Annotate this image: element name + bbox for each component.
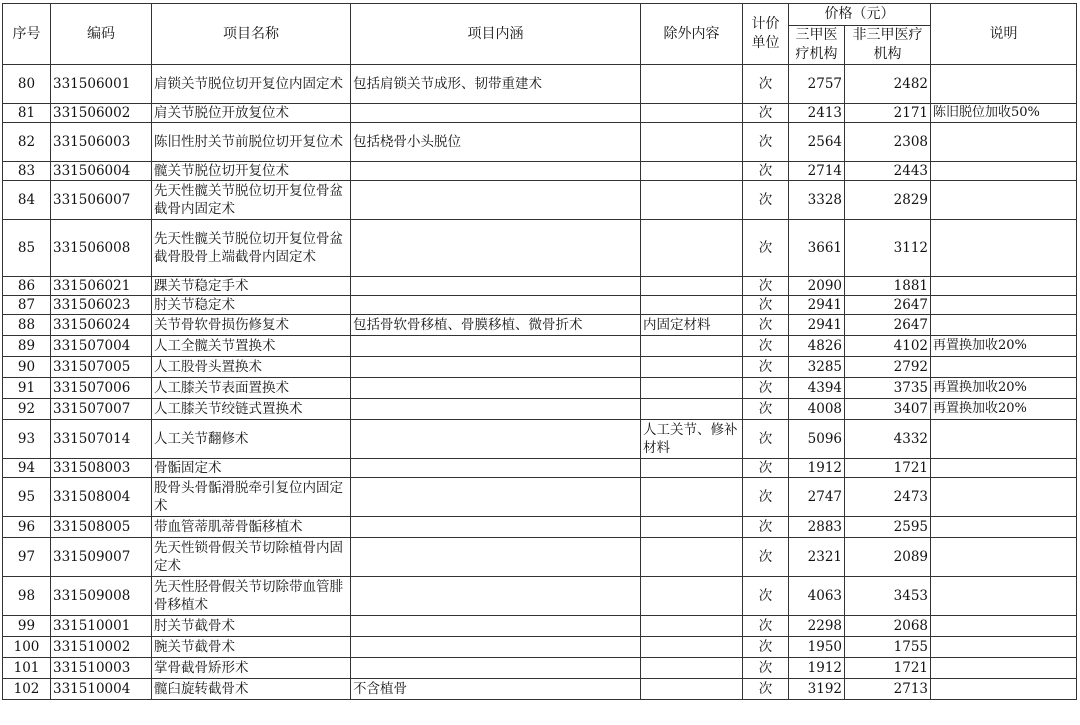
row-unit: 次 xyxy=(743,399,789,420)
price-table xyxy=(2,3,1077,700)
table-row xyxy=(3,637,1077,658)
table-row xyxy=(3,357,1077,378)
row-price-tier1: 1912 xyxy=(789,658,845,679)
row-name: 人工膝关节表面置换术 xyxy=(152,378,351,399)
row-note: 再置换加收20% xyxy=(931,378,1077,399)
row-content xyxy=(351,577,641,616)
row-unit: 次 xyxy=(743,679,789,700)
row-unit: 次 xyxy=(743,577,789,616)
row-seq: 96 xyxy=(3,517,51,538)
header-content: 项目内涵 xyxy=(351,4,641,65)
row-name: 肩关节脱位开放复位术 xyxy=(152,104,351,123)
row-name: 髋关节脱位切开复位术 xyxy=(152,162,351,181)
row-seq: 91 xyxy=(3,378,51,399)
row-price-tier2: 4102 xyxy=(845,336,931,357)
row-exclusions: 人工关节、修补材料 xyxy=(641,420,743,459)
header-price-tier1: 三甲医疗机构 xyxy=(789,26,845,65)
row-exclusions xyxy=(641,220,743,277)
row-name: 人工膝关节绞链式置换术 xyxy=(152,399,351,420)
table-row xyxy=(3,517,1077,538)
row-seq: 98 xyxy=(3,577,51,616)
row-note xyxy=(931,538,1077,577)
row-content xyxy=(351,478,641,517)
row-content xyxy=(351,277,641,296)
row-seq: 95 xyxy=(3,478,51,517)
row-note xyxy=(931,123,1077,162)
row-price-tier1: 2321 xyxy=(789,538,845,577)
row-seq: 97 xyxy=(3,538,51,577)
row-price-tier2: 1755 xyxy=(845,637,931,658)
row-content xyxy=(351,459,641,478)
row-code: 331510002 xyxy=(51,637,152,658)
row-price-tier1: 4008 xyxy=(789,399,845,420)
row-unit: 次 xyxy=(743,123,789,162)
row-code: 331506008 xyxy=(51,220,152,277)
table-row xyxy=(3,123,1077,162)
row-code: 331510004 xyxy=(51,679,152,700)
row-price-tier1: 4063 xyxy=(789,577,845,616)
row-code: 331508003 xyxy=(51,459,152,478)
header-name: 项目名称 xyxy=(152,4,351,65)
row-price-tier1: 2941 xyxy=(789,296,845,315)
row-note xyxy=(931,478,1077,517)
row-content xyxy=(351,420,641,459)
row-price-tier1: 3285 xyxy=(789,357,845,378)
row-content xyxy=(351,616,641,637)
table-row xyxy=(3,459,1077,478)
row-note: 陈旧脱位加收50% xyxy=(931,104,1077,123)
row-note xyxy=(931,220,1077,277)
row-content xyxy=(351,104,641,123)
row-unit: 次 xyxy=(743,336,789,357)
row-price-tier1: 1912 xyxy=(789,459,845,478)
row-content xyxy=(351,181,641,220)
row-seq: 81 xyxy=(3,104,51,123)
row-code: 331506007 xyxy=(51,181,152,220)
row-code: 331507006 xyxy=(51,378,152,399)
row-exclusions xyxy=(641,459,743,478)
row-exclusions xyxy=(641,679,743,700)
row-price-tier2: 1881 xyxy=(845,277,931,296)
row-price-tier2: 3407 xyxy=(845,399,931,420)
row-name: 腕关节截骨术 xyxy=(152,637,351,658)
row-unit: 次 xyxy=(743,478,789,517)
row-name: 肘关节截骨术 xyxy=(152,616,351,637)
row-content xyxy=(351,538,641,577)
row-code: 331510003 xyxy=(51,658,152,679)
row-unit: 次 xyxy=(743,538,789,577)
row-code: 331506004 xyxy=(51,162,152,181)
row-content xyxy=(351,517,641,538)
row-seq: 89 xyxy=(3,336,51,357)
table-row xyxy=(3,538,1077,577)
row-code: 331507004 xyxy=(51,336,152,357)
row-seq: 87 xyxy=(3,296,51,315)
header-price-tier2: 非三甲医疗机构 xyxy=(845,26,931,65)
row-code: 331507005 xyxy=(51,357,152,378)
row-price-tier2: 2829 xyxy=(845,181,931,220)
row-note xyxy=(931,420,1077,459)
row-unit: 次 xyxy=(743,220,789,277)
table-row xyxy=(3,658,1077,679)
row-price-tier2: 2595 xyxy=(845,517,931,538)
row-seq: 101 xyxy=(3,658,51,679)
row-note xyxy=(931,459,1077,478)
row-unit: 次 xyxy=(743,315,789,336)
row-exclusions xyxy=(641,336,743,357)
row-seq: 99 xyxy=(3,616,51,637)
header-note: 说明 xyxy=(931,4,1077,65)
table-row xyxy=(3,104,1077,123)
row-price-tier1: 5096 xyxy=(789,420,845,459)
row-price-tier2: 1721 xyxy=(845,459,931,478)
row-price-tier2: 2647 xyxy=(845,315,931,336)
table-row xyxy=(3,679,1077,700)
row-content xyxy=(351,658,641,679)
table-row xyxy=(3,162,1077,181)
row-name: 人工关节翻修术 xyxy=(152,420,351,459)
row-name: 先天性髋关节脱位切开复位骨盆截骨股骨上端截骨内固定术 xyxy=(152,220,351,277)
row-note: 再置换加收20% xyxy=(931,336,1077,357)
table-row xyxy=(3,181,1077,220)
row-unit: 次 xyxy=(743,104,789,123)
row-code: 331510001 xyxy=(51,616,152,637)
row-exclusions xyxy=(641,123,743,162)
row-code: 331506021 xyxy=(51,277,152,296)
row-content xyxy=(351,296,641,315)
row-seq: 94 xyxy=(3,459,51,478)
row-name: 掌骨截骨矫形术 xyxy=(152,658,351,679)
row-content xyxy=(351,357,641,378)
row-content xyxy=(351,162,641,181)
row-price-tier1: 2090 xyxy=(789,277,845,296)
row-price-tier1: 3328 xyxy=(789,181,845,220)
row-unit: 次 xyxy=(743,162,789,181)
row-note xyxy=(931,181,1077,220)
row-code: 331507014 xyxy=(51,420,152,459)
row-price-tier2: 2089 xyxy=(845,538,931,577)
row-seq: 100 xyxy=(3,637,51,658)
row-exclusions xyxy=(641,517,743,538)
row-seq: 90 xyxy=(3,357,51,378)
row-name: 关节骨软骨损伤修复术 xyxy=(152,315,351,336)
row-name: 踝关节稳定手术 xyxy=(152,277,351,296)
row-price-tier2: 3453 xyxy=(845,577,931,616)
header-seq: 序号 xyxy=(3,4,51,65)
row-name: 人工股骨头置换术 xyxy=(152,357,351,378)
row-note xyxy=(931,357,1077,378)
header-unit: 计价单位 xyxy=(743,4,789,65)
row-price-tier2: 1721 xyxy=(845,658,931,679)
row-note xyxy=(931,315,1077,336)
row-name: 肘关节稳定术 xyxy=(152,296,351,315)
row-name: 股骨头骨骺滑脱牵引复位内固定术 xyxy=(152,478,351,517)
row-price-tier1: 2757 xyxy=(789,65,845,104)
row-price-tier1: 2413 xyxy=(789,104,845,123)
table-row xyxy=(3,336,1077,357)
table-row xyxy=(3,577,1077,616)
row-note xyxy=(931,65,1077,104)
row-content xyxy=(351,220,641,277)
row-code: 331508004 xyxy=(51,478,152,517)
row-price-tier1: 3192 xyxy=(789,679,845,700)
row-name: 骨骺固定术 xyxy=(152,459,351,478)
row-seq: 83 xyxy=(3,162,51,181)
row-price-tier2: 3735 xyxy=(845,378,931,399)
row-seq: 102 xyxy=(3,679,51,700)
row-price-tier2: 2473 xyxy=(845,478,931,517)
row-exclusions xyxy=(641,577,743,616)
table-row xyxy=(3,616,1077,637)
row-code: 331508005 xyxy=(51,517,152,538)
table-row xyxy=(3,220,1077,277)
row-name: 先天性髋关节脱位切开复位骨盆截骨内固定术 xyxy=(152,181,351,220)
row-seq: 86 xyxy=(3,277,51,296)
header-exclusions: 除外内容 xyxy=(641,4,743,65)
row-content xyxy=(351,378,641,399)
row-note xyxy=(931,277,1077,296)
row-code: 331506002 xyxy=(51,104,152,123)
row-price-tier2: 2443 xyxy=(845,162,931,181)
row-price-tier2: 2171 xyxy=(845,104,931,123)
row-name: 陈旧性肘关节前脱位切开复位术 xyxy=(152,123,351,162)
row-unit: 次 xyxy=(743,65,789,104)
row-name: 人工全髋关节置换术 xyxy=(152,336,351,357)
row-unit: 次 xyxy=(743,637,789,658)
header-code: 编码 xyxy=(51,4,152,65)
row-exclusions xyxy=(641,296,743,315)
row-code: 331509008 xyxy=(51,577,152,616)
row-seq: 85 xyxy=(3,220,51,277)
row-content: 包括肩锁关节成形、韧带重建术 xyxy=(351,65,641,104)
row-exclusions xyxy=(641,357,743,378)
row-exclusions xyxy=(641,538,743,577)
row-unit: 次 xyxy=(743,517,789,538)
row-note xyxy=(931,658,1077,679)
row-name: 先天性锁骨假关节切除植骨内固定术 xyxy=(152,538,351,577)
row-content: 包括桡骨小头脱位 xyxy=(351,123,641,162)
row-content xyxy=(351,399,641,420)
row-note xyxy=(931,577,1077,616)
row-exclusions xyxy=(641,104,743,123)
row-unit: 次 xyxy=(743,277,789,296)
row-code: 331506001 xyxy=(51,65,152,104)
row-note xyxy=(931,637,1077,658)
row-seq: 92 xyxy=(3,399,51,420)
row-price-tier1: 4394 xyxy=(789,378,845,399)
row-price-tier2: 2308 xyxy=(845,123,931,162)
row-price-tier2: 2482 xyxy=(845,65,931,104)
row-exclusions xyxy=(641,65,743,104)
row-price-tier1: 2564 xyxy=(789,123,845,162)
row-name: 髋臼旋转截骨术 xyxy=(152,679,351,700)
row-price-tier2: 2068 xyxy=(845,616,931,637)
row-seq: 84 xyxy=(3,181,51,220)
row-exclusions xyxy=(641,162,743,181)
row-code: 331506023 xyxy=(51,296,152,315)
table-row xyxy=(3,378,1077,399)
row-price-tier1: 1950 xyxy=(789,637,845,658)
row-note xyxy=(931,517,1077,538)
table-row xyxy=(3,277,1077,296)
row-price-tier2: 3112 xyxy=(845,220,931,277)
row-unit: 次 xyxy=(743,459,789,478)
row-exclusions xyxy=(641,378,743,399)
row-note xyxy=(931,296,1077,315)
row-content xyxy=(351,336,641,357)
row-seq: 93 xyxy=(3,420,51,459)
row-price-tier1: 4826 xyxy=(789,336,845,357)
row-exclusions xyxy=(641,637,743,658)
table-row xyxy=(3,296,1077,315)
row-seq: 82 xyxy=(3,123,51,162)
row-price-tier1: 2883 xyxy=(789,517,845,538)
row-exclusions xyxy=(641,478,743,517)
row-exclusions: 内固定材料 xyxy=(641,315,743,336)
row-content: 不含植骨 xyxy=(351,679,641,700)
table-body xyxy=(3,65,1077,700)
row-price-tier1: 2298 xyxy=(789,616,845,637)
row-seq: 80 xyxy=(3,65,51,104)
row-exclusions xyxy=(641,181,743,220)
table-row xyxy=(3,65,1077,104)
table-row xyxy=(3,315,1077,336)
row-code: 331506003 xyxy=(51,123,152,162)
row-unit: 次 xyxy=(743,378,789,399)
row-unit: 次 xyxy=(743,658,789,679)
row-code: 331509007 xyxy=(51,538,152,577)
row-exclusions xyxy=(641,658,743,679)
row-exclusions xyxy=(641,399,743,420)
row-unit: 次 xyxy=(743,420,789,459)
row-price-tier2: 2792 xyxy=(845,357,931,378)
row-price-tier2: 2647 xyxy=(845,296,931,315)
row-name: 带血管蒂肌蒂骨骺移植术 xyxy=(152,517,351,538)
row-exclusions xyxy=(641,277,743,296)
row-note xyxy=(931,616,1077,637)
row-price-tier2: 2713 xyxy=(845,679,931,700)
row-price-tier1: 2941 xyxy=(789,315,845,336)
row-content: 包括骨软骨移植、骨膜移植、微骨折术 xyxy=(351,315,641,336)
row-note xyxy=(931,162,1077,181)
row-note xyxy=(931,679,1077,700)
table-row xyxy=(3,478,1077,517)
row-name: 肩锁关节脱位切开复位内固定术 xyxy=(152,65,351,104)
row-content xyxy=(351,637,641,658)
row-unit: 次 xyxy=(743,181,789,220)
header-price: 价格（元） xyxy=(789,4,931,26)
row-name: 先天性胫骨假关节切除带血管腓骨移植术 xyxy=(152,577,351,616)
row-unit: 次 xyxy=(743,616,789,637)
row-note: 再置换加收20% xyxy=(931,399,1077,420)
row-code: 331507007 xyxy=(51,399,152,420)
table-row xyxy=(3,420,1077,459)
row-exclusions xyxy=(641,616,743,637)
row-price-tier2: 4332 xyxy=(845,420,931,459)
row-unit: 次 xyxy=(743,357,789,378)
row-price-tier1: 2714 xyxy=(789,162,845,181)
row-price-tier1: 2747 xyxy=(789,478,845,517)
row-seq: 88 xyxy=(3,315,51,336)
row-price-tier1: 3661 xyxy=(789,220,845,277)
table-row xyxy=(3,399,1077,420)
row-unit: 次 xyxy=(743,296,789,315)
row-code: 331506024 xyxy=(51,315,152,336)
